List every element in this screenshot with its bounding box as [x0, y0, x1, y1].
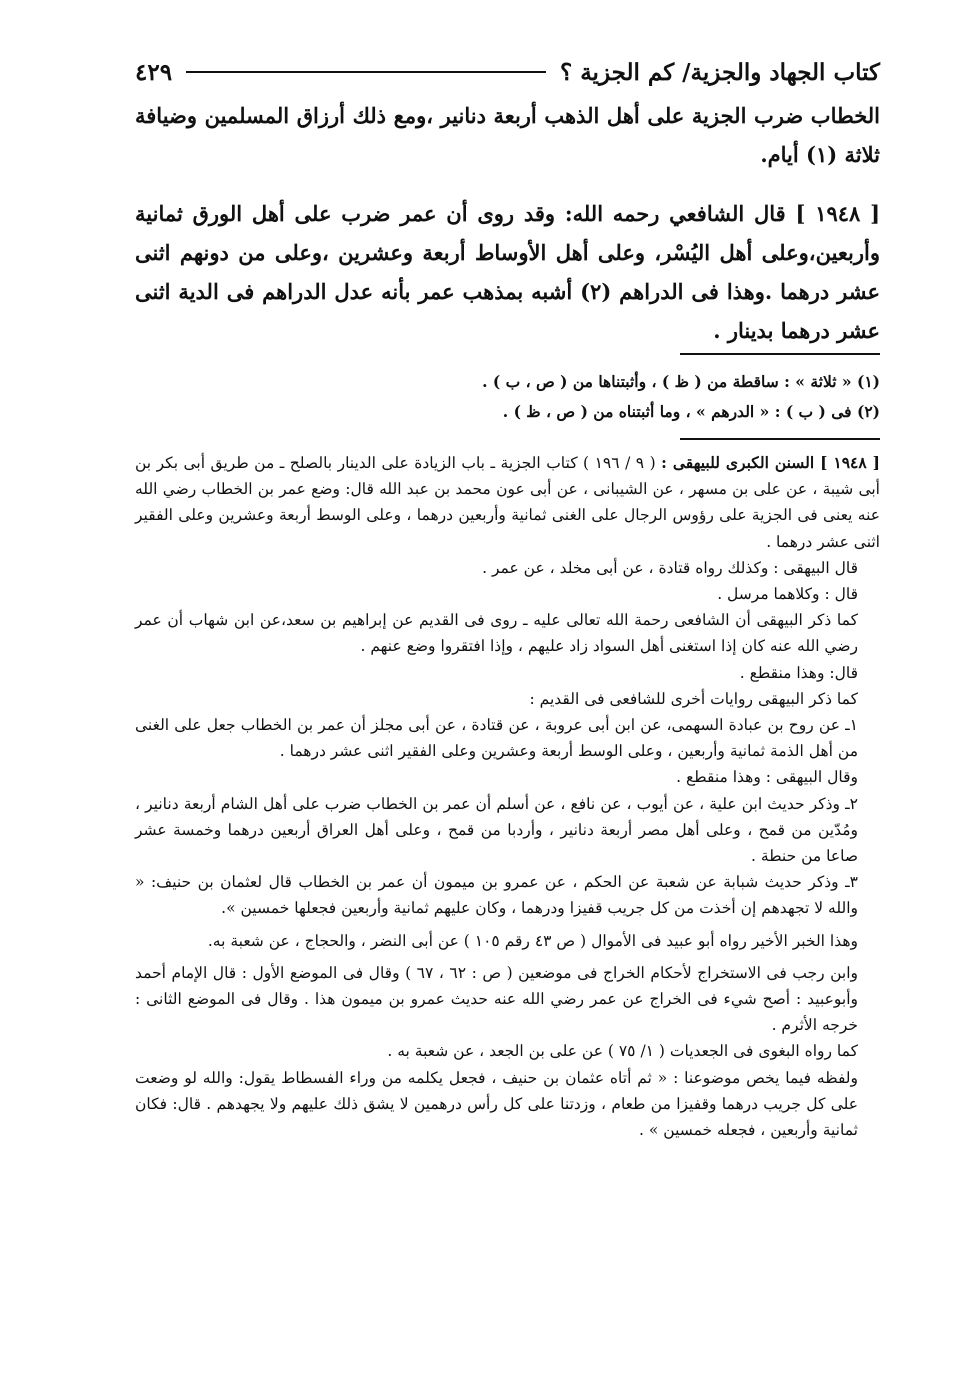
commentary-paragraph: كما رواه البغوى فى الجعديات ( ١/ ٧٥ ) عن على بن الجعد ، عن شعبة به .: [387, 1042, 858, 1061]
commentary-paragraph: وهذا الخبر الأخير رواه أبو عبيد فى الأموال ( ص ٤٣ رقم ١٠٥ ) عن أبى النضر ، والحجاج ، عن شعبة به.: [207, 931, 858, 950]
commentary-paragraph: كما ذكر البيهقى روايات أخرى للشافعى فى القديم :: [529, 689, 858, 708]
commentary: [135, 450, 880, 1143]
commentary-paragraph: ٢ـ وذكر حديث ابن علية ، عن أيوب ، عن نافع ، عن أسلم أن عمر بن الخطاب ضرب على أهل الشام أربعة دنانير ، ومُدّين من قمح ، وعلى أهل مصر أربعة دنانير ، وأردبا من قمح ، وعلى أهل العراق أربعين درهما وخمسة عشر صاعا من حنطة .: [135, 794, 858, 866]
commentary-paragraph: وابن رجب فى الاستخراج لأحكام الخراج فى موضعين ( ص : ٦٢ ، ٦٧ ) وقال فى الموضع الأول : قال الإمام أحمد وأبوعبيد : أصح شيء فى الخراج عن عمر رضي الله عنه حديث عمرو بن ميمون هذا . وقال فى الموضع الثانى : خرجه الأثرم .: [135, 963, 858, 1035]
footnotes: [135, 367, 880, 427]
author-name: قال الشافعي: [669, 201, 786, 226]
commentary-p1: ( ٩ / ١٩٦ ) كتاب الجزية ـ باب الزيادة على الدينار بالصلح ـ من طريق أبى بكر بن أبى شيبة ، عن على بن مسهر ، عن الشيبانى ، عن أبى عون محمد بن عبد الله قال: وضع عمر بن الخطاب رضي الله عنه يعنى فى الجزية على رؤوس الرجال على الغنى ثمانية وأربعين درهما ، وعلى الوسط أربعة وعشرين وعلى الفقير اثنى عشر درهما .: [135, 454, 880, 551]
main-paragraph-2-text: رحمه الله: وقد روى أن عمر ضرب على أهل الورق ثمانية وأربعين،وعلى أهل اليُسْر، وعلى أهل الأوساط أربعة وعشرين ،وعلى من دونهم اثنى عشر درهما .وهذا فى الدراهم (٢) أشبه بمذهب عمر بأنه عدل الدراهم فى الدية اثنى عشر درهما بدينار .: [135, 201, 880, 343]
commentary-paragraph: قال : وكلاهما مرسل .: [717, 585, 858, 604]
main-paragraph-1: الخطاب ضرب الجزية على أهل الذهب أربعة دنانير ،ومع ذلك أرزاق المسلمين وضيافة ثلاثة (١) أيام.: [135, 103, 880, 167]
commentary-paragraph: قال: وهذا منقطع .: [739, 663, 858, 682]
commentary-paragraph: وقال البيهقى : وهذا منقطع .: [676, 768, 858, 787]
commentary-paragraph: ١ـ عن روح بن عبادة السهمى، عن ابن أبى عروبة ، عن قتادة ، عن أبى مجلز أن عمر بن الخطاب جعل على الغنى من أهل الذمة ثمانية وأربعين ، وعلى الوسط أربعة وعشرين وعلى الفقير اثنى عشر درهما .: [135, 716, 858, 761]
commentary-paragraph: ولفظه فيما يخص موضوعنا : « ثم أتاه عثمان بن حنيف ، فجعل يكلمه من وراء الفسطاط يقول: والله لو وضعت على كل جريب درهما وقفيزا من طعام ، وزدتنا على كل رأس درهمين لا يشق ذلك عليهم ولا يجهدهم . قال: فكان ثمانية وأربعين ، فجعله خمسين » .: [135, 1068, 858, 1140]
footnote-rule: [680, 353, 880, 355]
commentary-rule: [680, 438, 880, 440]
commentary-paragraph: ٣ـ وذكر حديث شبابة عن شعبة عن الحكم ، عن عمرو بن ميمون أن عمر بن الخطاب قال لعثمان بن حنيف: « والله لا تجهدهم إن أخذت من كل جريب قفيزا ودرهما ، وكان عليهم ثمانية وأربعين فجعلها خمسين ».: [135, 873, 858, 918]
section-number: [ ١٩٤٨ ]: [795, 201, 881, 226]
commentary-paragraph: قال البيهقى : وكذلك رواه قتادة ، عن أبى مخلد ، عن عمر .: [482, 558, 858, 577]
page-number: ٤٢٩: [135, 58, 173, 86]
commentary-paragraph: كما ذكر البيهقى أن الشافعى رحمة الله تعالى عليه ـ روى فى القديم عن إبراهيم بن سعد،عن ابن شهاب أن عمر رضي الله عنه كان إذا استغنى أهل السواد زاد عليهم ، وإذا افتقروا وضع عنهم .: [135, 611, 858, 656]
header-rule: [186, 71, 546, 73]
main-text: [135, 96, 880, 350]
commentary-paragraph: [135, 450, 880, 555]
running-header: [135, 52, 880, 92]
commentary-lead: [ ١٩٤٨ ] السنن الكبرى للبيهقى :: [661, 453, 881, 472]
footnote-2: (٢) فى ( ب ) : « الدرهم » ، وما أثبتناه من ( ص ، ظ ) .: [502, 402, 880, 421]
footnote-1: (١) « ثلاثة » : ساقطة من ( ظ ) ، وأثبتناها من ( ص ، ب ) .: [482, 372, 880, 391]
main-paragraph-2: [135, 194, 880, 350]
chapter-title: كتاب الجهاد والجزية/ كم الجزية ؟: [560, 58, 880, 86]
